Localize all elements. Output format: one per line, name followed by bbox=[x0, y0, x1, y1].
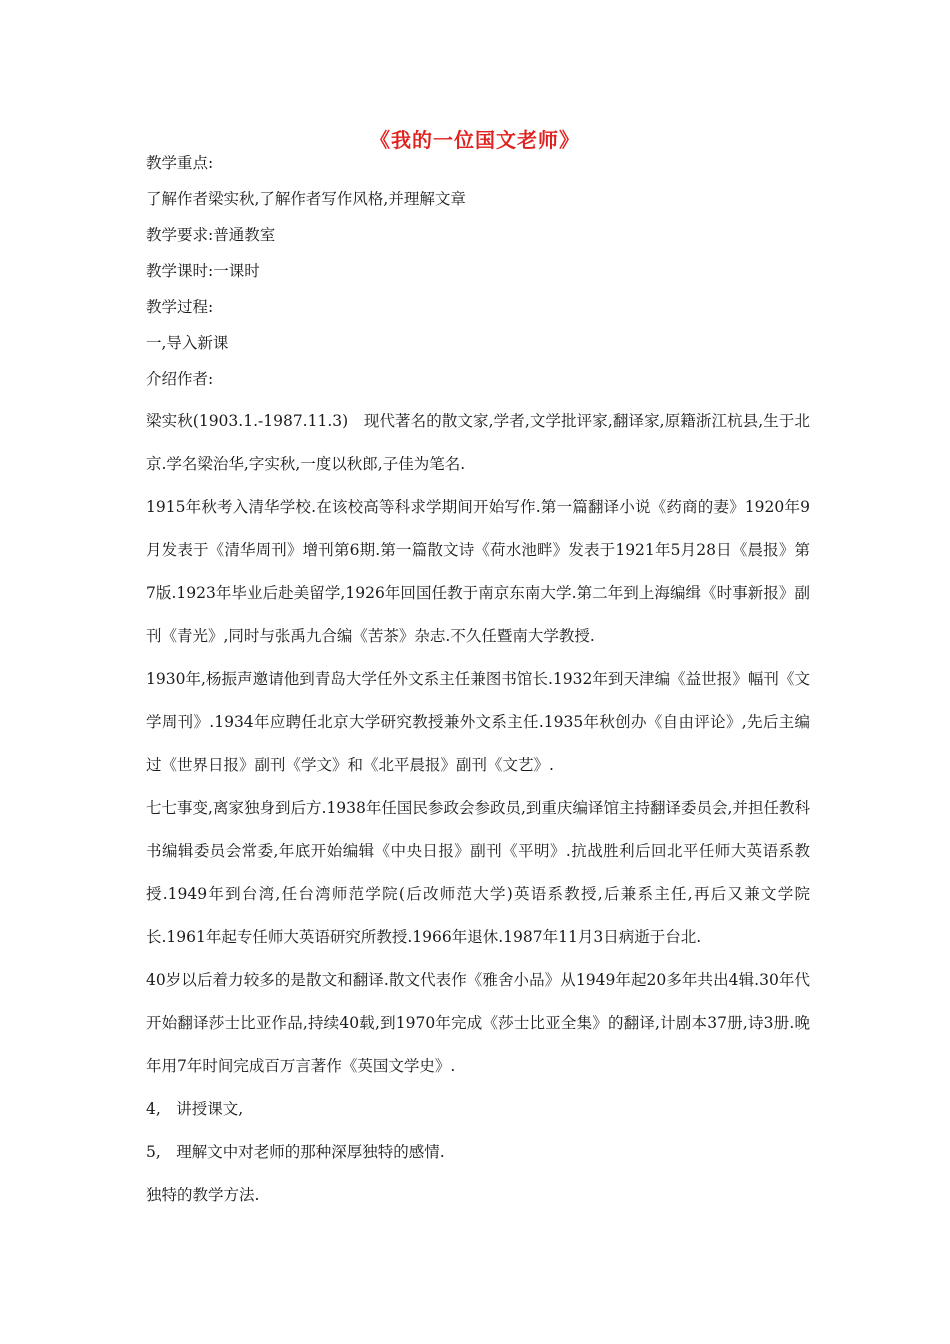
paragraph-author-heading: 介绍作者: bbox=[146, 370, 214, 388]
paragraph-requirement: 教学要求:普通教室 bbox=[146, 226, 276, 244]
paragraph-hours: 教学课时:一课时 bbox=[146, 262, 260, 280]
paragraph-step-4: 4, 讲授课文, bbox=[146, 1100, 244, 1118]
paragraph-translation: 40岁以后着力较多的是散文和翻译.散文代表作《雅舍小品》从1949年起20多年共出4辑.30年代开始翻译莎士比亚作品,持续40载,到1970年完成《莎士比亚全集》的翻译,计剧本37册,诗3册.晚年用7年时间完成百万言著作《英国文学史》. bbox=[146, 971, 810, 1075]
paragraph-wartime: 七七事变,离家独身到后方.1938年任国民参政会参政员,到重庆编译馆主持翻译委员会,并担任教科书编辑委员会常委,年底开始编辑《中央日报》副刊《平明》.抗战胜利后回北平任师大英语系教授.1949年到台湾,任台湾师范学院(后改师范大学)英语系教授,后兼系主任,再后又兼文学院长.1961年起专任师大英语研究所教授.1966年退休.1987年11月3日病逝于台北. bbox=[146, 799, 810, 946]
paragraph-focus-heading: 教学重点: bbox=[146, 154, 214, 172]
paragraph-1930: 1930年,杨振声邀请他到青岛大学任外文系主任兼图书馆长.1932年到天津编《益世报》幅刊《文学周刊》.1934年应聘任北京大学研究教授兼外文系主任.1935年秋创办《自由评论》,先后主编过《世界日报》副刊《学文》和《北平晨报》副刊《文艺》. bbox=[146, 670, 810, 774]
document-body bbox=[146, 148, 810, 1217]
paragraph-focus: 了解作者梁实秋,了解作者写作风格,并理解文章 bbox=[146, 190, 466, 208]
paragraph-process-heading: 教学过程: bbox=[146, 298, 214, 316]
paragraph-method: 独特的教学方法. bbox=[146, 1186, 260, 1204]
paragraph-step-5: 5, 理解文中对老师的那种深厚独特的感情. bbox=[146, 1143, 445, 1161]
paragraph-author-bio: 梁实秋(1903.1.-1987.11.3) 现代著名的散文家,学者,文学批评家,翻译家,原籍浙江杭县,生于北京.学名梁治华,字实秋,一度以秋郎,子佳为笔名. bbox=[146, 412, 810, 473]
document-title: 《我的一位国文老师》 bbox=[370, 128, 580, 152]
paragraph-intro-heading: 一,导入新课 bbox=[146, 334, 229, 352]
paragraph-education: 1915年秋考入清华学校.在该校高等科求学期间开始写作.第一篇翻译小说《药商的妻》1920年9月发表于《清华周刊》增刊第6期.第一篇散文诗《荷水池畔》发表于1921年5月28日《晨报》第7版.1923年毕业后赴美留学,1926年回国任教于南京东南大学.第二年到上海编缉《时事新报》副刊《青光》,同时与张禹九合编《苦茶》杂志.不久任暨南大学教授. bbox=[146, 498, 810, 645]
